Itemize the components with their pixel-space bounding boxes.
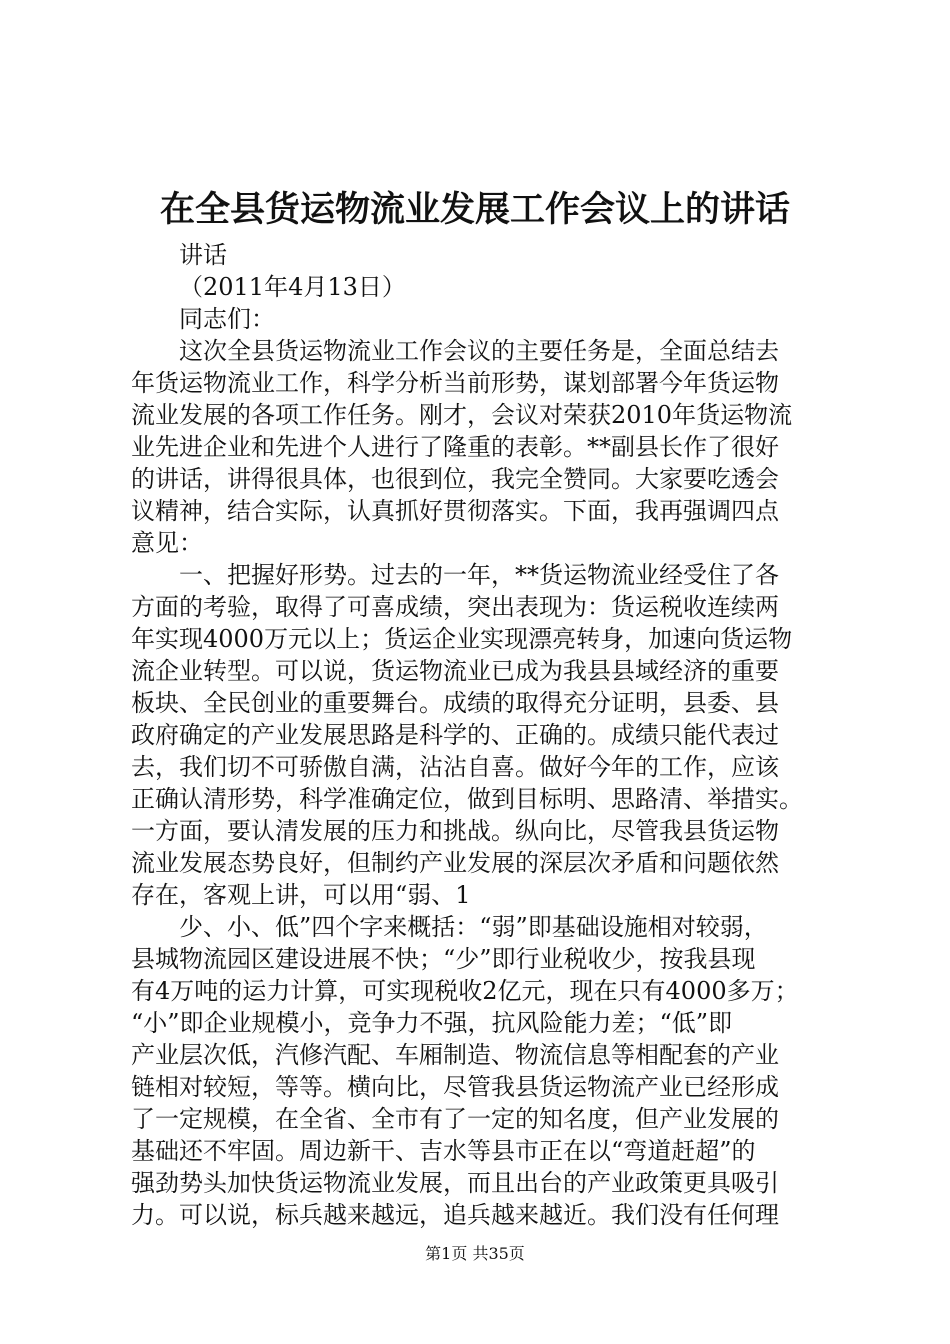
text-line: 讲话 bbox=[179, 241, 227, 269]
text-line: 这次全县货运物流业工作会议的主要任务是，全面总结去 bbox=[179, 337, 779, 365]
text-line: 了一定规模，在全省、全市有了一定的知名度，但产业发展的 bbox=[131, 1105, 779, 1133]
text-line: 少、小、低”四个字来概括：“弱”即基础设施相对较弱， bbox=[179, 913, 768, 941]
text-line: 县城物流园区建设进展不快；“少”即行业税收少，按我县现 bbox=[131, 945, 756, 973]
text-line: 政府确定的产业发展思路是科学的、正确的。成绩只能代表过 bbox=[131, 721, 779, 749]
text-line: 链相对较短，等等。横向比，尽管我县货运物流产业已经形成 bbox=[131, 1073, 779, 1101]
text-line: 正确认清形势，科学准确定位，做到目标明、思路清、举措实。 bbox=[131, 785, 803, 813]
text-line: 强劲势头加快货运物流业发展，而且出台的产业政策更具吸引 bbox=[131, 1169, 779, 1197]
text-line: 流企业转型。可以说，货运物流业已成为我县县域经济的重要 bbox=[131, 657, 779, 685]
text-line: 流业发展态势良好，但制约产业发展的深层次矛盾和问题依然 bbox=[131, 849, 779, 877]
text-line: 意见： bbox=[131, 529, 203, 557]
text-line: 板块、全民创业的重要舞台。成绩的取得充分证明，县委、县 bbox=[131, 689, 779, 717]
text-line: 去，我们切不可骄傲自满，沾沾自喜。做好今年的工作，应该 bbox=[131, 753, 779, 781]
text-line: 业先进企业和先进个人进行了隆重的表彰。**副县长作了很好 bbox=[131, 433, 779, 461]
text-line: 产业层次低，汽修汽配、车厢制造、物流信息等相配套的产业 bbox=[131, 1041, 779, 1069]
document-body bbox=[131, 239, 831, 1231]
text-line: 一方面，要认清发展的压力和挑战。纵向比，尽管我县货运物 bbox=[131, 817, 779, 845]
text-line: 有4万吨的运力计算，可实现税收2亿元，现在只有4000多万； bbox=[131, 977, 799, 1005]
text-line: 同志们： bbox=[179, 305, 275, 333]
text-line: 一、把握好形势。过去的一年，**货运物流业经受住了各 bbox=[179, 561, 779, 589]
text-line: 的讲话，讲得很具体，也很到位，我完全赞同。大家要吃透会 bbox=[131, 465, 779, 493]
text-line: 议精神，结合实际，认真抓好贯彻落实。下面，我再强调四点 bbox=[131, 497, 779, 525]
page-footer: 第1页 共35页 bbox=[425, 1244, 525, 1263]
text-line: “小”即企业规模小，竞争力不强，抗风险能力差；“低”即 bbox=[131, 1009, 733, 1037]
text-line: 存在，客观上讲，可以用“弱、1 bbox=[131, 881, 471, 909]
document-title: 在全县货运物流业发展工作会议上的讲话 bbox=[159, 189, 790, 230]
text-line: 力。可以说，标兵越来越远，追兵越来越近。我们没有任何理 bbox=[131, 1201, 779, 1229]
text-line: （2011年4月13日） bbox=[179, 273, 406, 301]
text-line: 基础还不牢固。周边新干、吉水等县市正在以“弯道赶超”的 bbox=[131, 1137, 756, 1165]
text-line: 年货运物流业工作，科学分析当前形势，谋划部署今年货运物 bbox=[131, 369, 779, 397]
text-line: 年实现4000万元以上；货运企业实现漂亮转身，加速向货运物 bbox=[131, 625, 793, 653]
text-line: 流业发展的各项工作任务。刚才，会议对荣获2010年货运物流 bbox=[131, 401, 793, 429]
text-line: 方面的考验，取得了可喜成绩，突出表现为：货运税收连续两 bbox=[131, 593, 779, 621]
